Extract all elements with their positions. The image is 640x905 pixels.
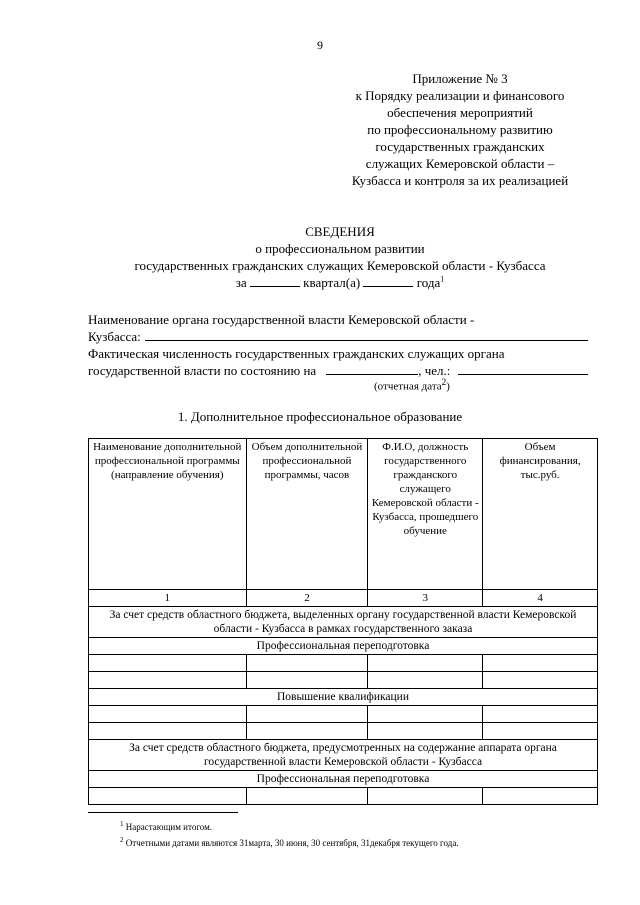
- quarter-blank[interactable]: [250, 274, 300, 287]
- table-cell[interactable]: [483, 672, 598, 689]
- period-prefix: за: [235, 275, 247, 290]
- table-row: [89, 672, 598, 689]
- table-cell[interactable]: [246, 788, 368, 805]
- footnote-separator: [88, 812, 238, 813]
- education-table: [88, 438, 598, 805]
- table-row: [89, 706, 598, 723]
- appendix-line: служащих Кемеровской области –: [365, 156, 555, 171]
- table-cell[interactable]: [246, 723, 368, 740]
- table-cell[interactable]: [89, 706, 247, 723]
- table-header-row: [89, 439, 598, 590]
- footnote-ref: 1: [440, 274, 445, 284]
- section-row: [89, 607, 598, 638]
- subsection-row: [89, 689, 598, 706]
- report-date-caption: [374, 377, 450, 393]
- table-cell[interactable]: [368, 672, 483, 689]
- headcount-label-2: государственной власти по состоянию на: [88, 363, 317, 378]
- headcount-unit: , чел.:: [418, 363, 451, 378]
- caption-text: (отчетная дата: [374, 380, 442, 393]
- organization-block: [88, 311, 588, 345]
- period-suffix: года: [416, 275, 441, 290]
- appendix-line: Приложение № 3: [412, 71, 508, 86]
- table-row: [89, 788, 598, 805]
- funding-source-1: За счет средств областного бюджета, выделенных органу государственной власти Кемеровской области - Кузбасса в рамках государственного заказа: [89, 607, 598, 638]
- table-cell[interactable]: [483, 723, 598, 740]
- appendix-line: государственных гражданских: [375, 139, 545, 154]
- footnote-mark: 2: [120, 836, 124, 844]
- footnote-ref: 2: [441, 377, 447, 387]
- retraining-heading-2: Профессиональная переподготовка: [89, 771, 598, 788]
- period-middle: квартал(а): [303, 275, 361, 290]
- title-line: о профессиональном развитии: [255, 241, 425, 256]
- table-cell[interactable]: [246, 672, 368, 689]
- report-date-blank[interactable]: [326, 362, 418, 375]
- appendix-line: Кузбасса и контроля за их реализацией: [351, 173, 569, 188]
- table-cell[interactable]: [483, 788, 598, 805]
- table-cell[interactable]: [246, 655, 368, 672]
- page-number: 9: [317, 38, 323, 52]
- table-cell[interactable]: [89, 723, 247, 740]
- retraining-heading: Профессиональная переподготовка: [89, 638, 598, 655]
- table-cell[interactable]: [89, 672, 247, 689]
- title-period: [40, 274, 640, 291]
- organization-name-blank[interactable]: [145, 328, 588, 341]
- footnote-mark: 1: [120, 820, 124, 828]
- table-cell[interactable]: [483, 706, 598, 723]
- subsection-row: [89, 771, 598, 788]
- table-cell[interactable]: [89, 788, 247, 805]
- table-cell[interactable]: [89, 655, 247, 672]
- header-program: Наименование дополнительной профессиональной программы (направление обучения): [89, 439, 247, 590]
- section-row: [89, 740, 598, 771]
- header-funding: Объем финансирования, тыс.руб.: [483, 439, 598, 590]
- table-row: [89, 723, 598, 740]
- caption-close: ): [446, 380, 450, 393]
- col-num: 2: [246, 590, 368, 607]
- table-cell[interactable]: [246, 706, 368, 723]
- table-cell[interactable]: [483, 655, 598, 672]
- organization-label-2: Кузбасса:: [88, 329, 141, 344]
- headcount-label: Фактическая численность государственных гражданских служащих органа: [88, 346, 505, 361]
- table-row: [89, 655, 598, 672]
- section-title: 1. Дополнительное профессиональное образование: [177, 409, 463, 424]
- header-hours: Объем дополнительной профессиональной программы, часов: [246, 439, 368, 590]
- table-cell[interactable]: [368, 723, 483, 740]
- footnote: [120, 834, 459, 850]
- col-num: 4: [483, 590, 598, 607]
- title-line: государственных гражданских служащих Кемеровской области - Кузбасса: [134, 258, 546, 273]
- organization-label: Наименование органа государственной власти Кемеровской области -: [88, 312, 475, 327]
- footnote-text: Нарастающим итогом.: [125, 822, 213, 832]
- appendix-line: обеспечения мероприятий: [387, 105, 533, 120]
- footnotes: [120, 818, 459, 850]
- footnote-text: Отчетными датами являются 31марта, 30 июня, 30 сентября, 31декабря текущего года.: [125, 838, 459, 848]
- column-number-row: [89, 590, 598, 607]
- col-num: 3: [368, 590, 483, 607]
- headcount-blank[interactable]: [458, 362, 588, 375]
- subsection-row: [89, 638, 598, 655]
- header-employee: Ф.И.О, должность государственного гражданского служащего Кемеровской области - Кузбасса, прошедшего обучение: [368, 439, 483, 590]
- appendix-line: по профессиональному развитию: [367, 122, 553, 137]
- footnote: [120, 818, 459, 834]
- funding-source-2: За счет средств областного бюджета, предусмотренных на содержание аппарата органа государственной власти Кемеровской области - Кузбасса: [89, 740, 598, 771]
- table-cell[interactable]: [368, 706, 483, 723]
- col-num: 1: [89, 590, 247, 607]
- title-heading: СВЕДЕНИЯ: [305, 224, 375, 239]
- table-cell[interactable]: [368, 655, 483, 672]
- appendix-line: к Порядку реализации и финансового: [355, 88, 565, 103]
- qualification-heading: Повышение квалификации: [89, 689, 598, 706]
- document-title: [40, 223, 640, 291]
- table-cell[interactable]: [368, 788, 483, 805]
- year-blank[interactable]: [363, 274, 413, 287]
- headcount-block: [88, 345, 588, 379]
- appendix-header: [330, 70, 590, 189]
